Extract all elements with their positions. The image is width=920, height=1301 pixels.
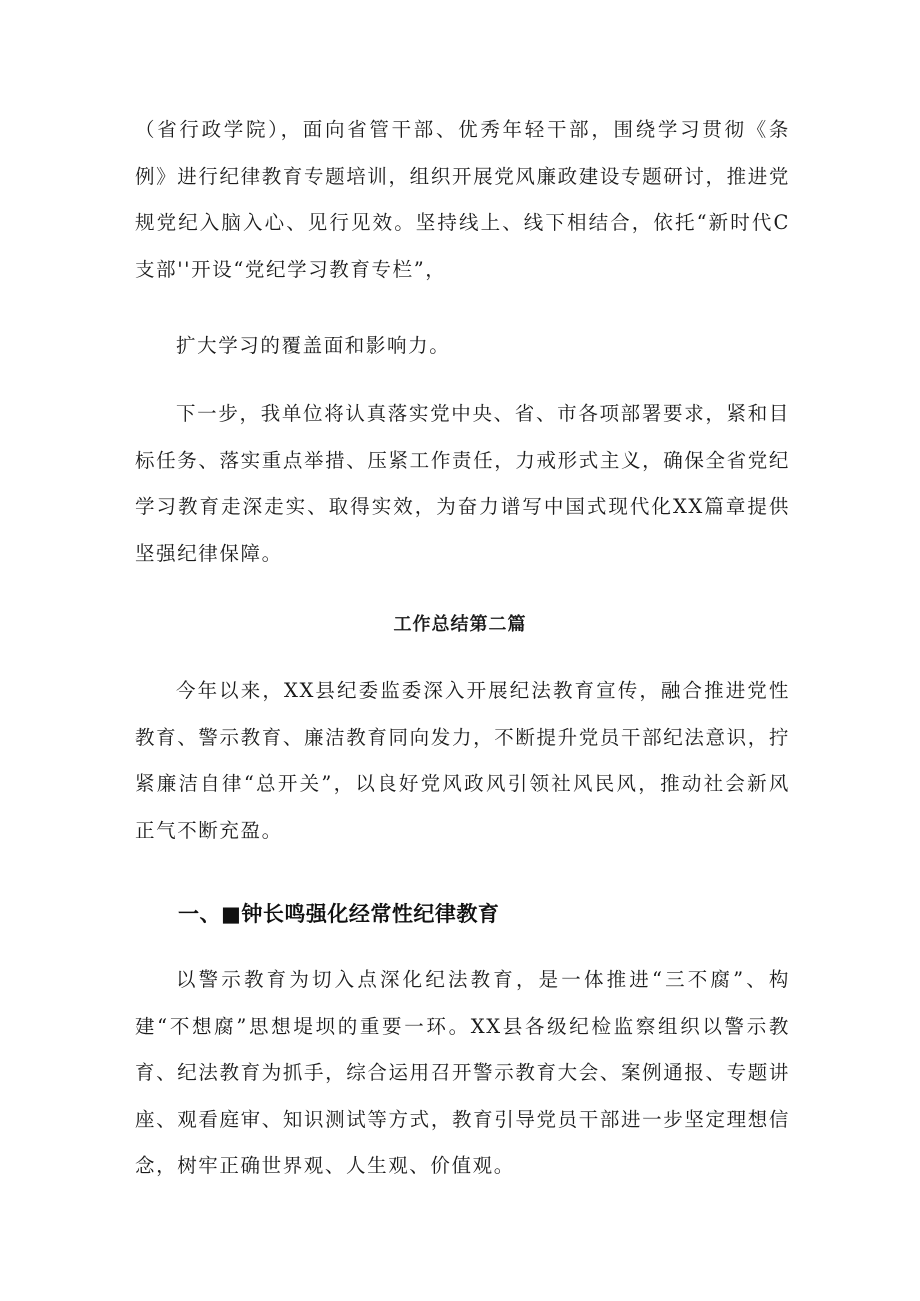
heading-one: 一、■钟长鸣强化经常性纪律教育 [178,902,500,926]
paragraph-next-steps: 下一步，我单位将认真落实党中央、省、市各项部署要求，紧和目标任务、落实重点举措、压紧工作责任，力戒形式主义，确保全省党纪学习教育走深走实、取得实效，为奋力谱写中国式现代化XX篇章提供坚强纪律保障。 [135,402,790,565]
paragraph-intro: 今年以来，XX县纪委监委深入开展纪法教育宣传，融合推进党性教育、警示教育、廉洁教育同向发力，不断提升党员干部纪法意识，拧紧廉洁自律“总开关”，以良好党风政风引领社风民风，推动社会新风正气不断充盈。 [135,679,790,842]
paragraph-coverage: 扩大学习的覆盖面和影响力。 [176,334,451,357]
paragraph-training: （省行政学院），面向省管干部、优秀年轻干部，围绕学习贯彻《条例》进行纪律教育专题培训，组织开展党风廉政建设专题研讨，推进党规党纪入脑入心、见行见效。坚持线上、线下相结合，依托“新时代C支部''开设“党纪学习教育专栏”， [135,118,790,281]
section-title: 工作总结第二篇 [393,614,527,635]
paragraph-warning-education: 以警示教育为切入点深化纪法教育，是一体推进“三不腐”、构建“不想腐”思想堤坝的重要一环。XX县各级纪检监察组织以警示教育、纪法教育为抓手，综合运用召开警示教育大会、案例通报、专题讲座、观看庭审、知识测试等方式，教育引导党员干部进一步坚定理想信念，树牢正确世界观、人生观、价值观。 [135,968,790,1177]
